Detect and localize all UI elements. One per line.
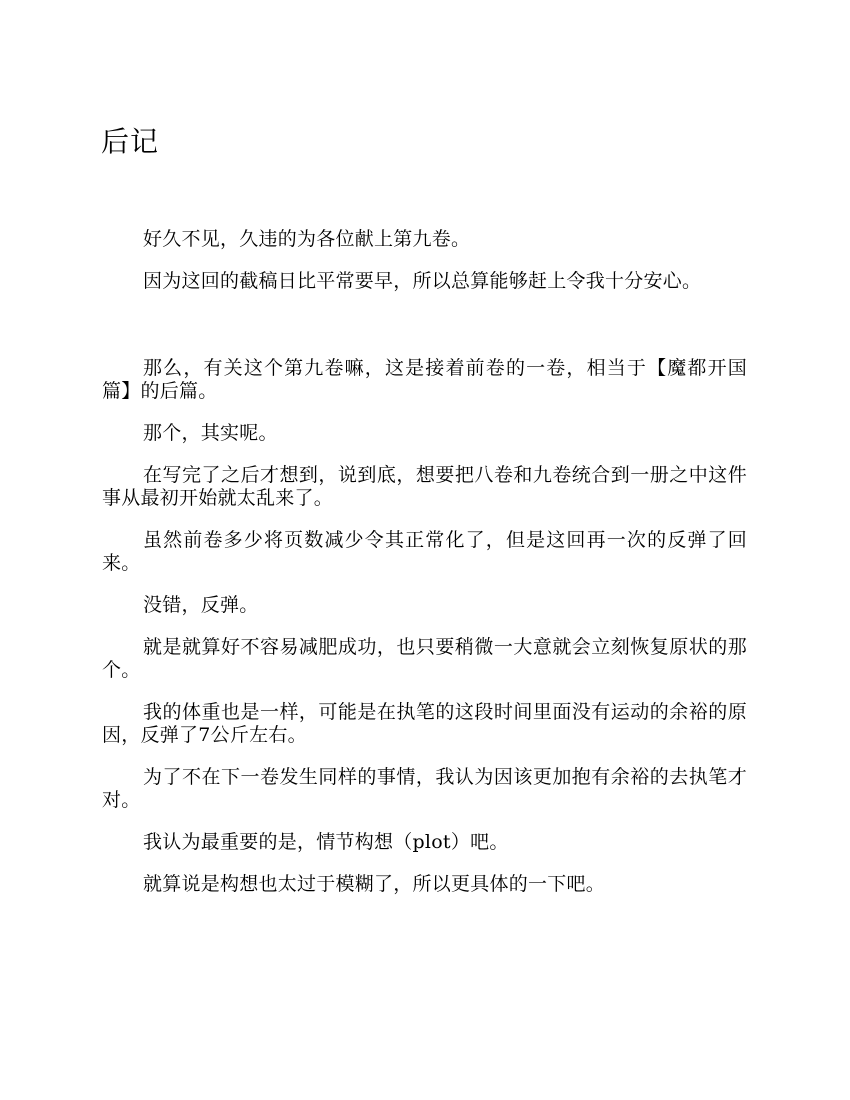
paragraph: 虽然前卷多少将页数减少令其正常化了，但是这回再一次的反弹了回来。 xyxy=(102,529,747,574)
paragraph: 因为这回的截稿日比平常要早，所以总算能够赶上令我十分安心。 xyxy=(143,270,702,292)
paragraph: 就算说是构想也太过于模糊了，所以更具体的一下吧。 xyxy=(143,873,606,895)
chapter-title: 后记 xyxy=(101,125,160,158)
paragraph: 我认为最重要的是，情节构想（plot）吧。 xyxy=(143,831,509,853)
paragraph: 那个，其实呢。 xyxy=(143,422,278,444)
document-body xyxy=(102,228,747,915)
paragraph: 为了不在下一卷发生同样的事情，我认为因该更加抱有余裕的去执笔才对。 xyxy=(102,766,747,811)
paragraph: 我的体重也是一样，可能是在执笔的这段时间里面没有运动的余裕的原因，反弹了7公斤左右。 xyxy=(102,701,747,746)
paragraph: 在写完了之后才想到，说到底，想要把八卷和九卷统合到一册之中这件事从最初开始就太乱来了。 xyxy=(102,464,747,509)
paragraph: 那么，有关这个第九卷嘛，这是接着前卷的一卷，相当于【魔都开国篇】的后篇。 xyxy=(102,357,747,402)
paragraph: 没错，反弹。 xyxy=(143,594,259,616)
paragraph: 好久不见，久违的为各位献上第九卷。 xyxy=(143,228,471,250)
paragraph: 就是就算好不容易减肥成功，也只要稍微一大意就会立刻恢复原状的那个。 xyxy=(102,636,747,681)
